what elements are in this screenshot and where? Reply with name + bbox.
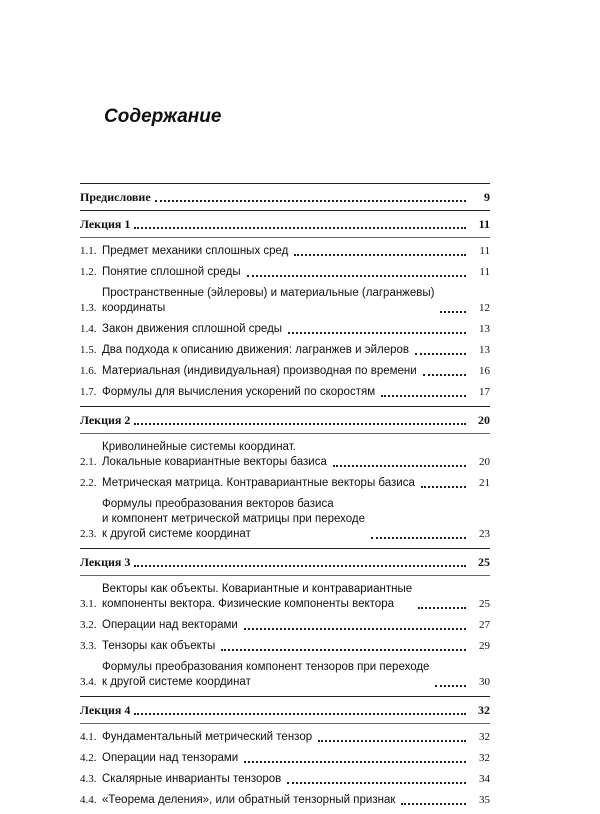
dot-leader — [415, 353, 466, 355]
dot-leader — [435, 685, 466, 687]
lecture-label: Лекция 1 — [80, 217, 131, 231]
entry-number: 2.1. — [80, 456, 97, 468]
entry-number: 2.2. — [80, 477, 97, 489]
toc-entry — [80, 265, 490, 280]
dot-leader — [421, 486, 466, 488]
toc-entry — [80, 322, 490, 337]
toc-entry — [80, 343, 490, 358]
entry-number: 1.3. — [80, 302, 97, 314]
entry-page: 17 — [479, 386, 490, 398]
entry-page: 30 — [479, 676, 490, 688]
toc-lecture-heading — [80, 413, 490, 428]
toc-entry — [80, 497, 490, 542]
toc-entry — [80, 618, 490, 633]
entry-label: Формулы для вычисления ускорений по скоростям — [102, 386, 376, 398]
divider — [80, 406, 490, 407]
entry-page: 23 — [479, 528, 490, 540]
entry-number: 4.1. — [80, 731, 97, 743]
toc-preface-label: Предисловие — [80, 190, 151, 204]
entry-number: 1.7. — [80, 386, 97, 398]
dot-leader — [247, 275, 466, 277]
dot-leader — [244, 761, 466, 763]
entry-page: 11 — [479, 245, 490, 257]
toc-preface — [80, 190, 490, 205]
entry-label: Векторы как объекты. Ковариантные и контравариантные компоненты вектора. Физические компоненты вектора — [102, 583, 413, 610]
dot-leader — [440, 311, 466, 313]
dot-leader — [401, 803, 466, 805]
entry-page: 32 — [479, 731, 490, 743]
entry-page: 13 — [479, 344, 490, 356]
divider — [80, 210, 490, 211]
toc-entry — [80, 385, 490, 400]
entry-page: 34 — [479, 773, 490, 785]
toc-lecture-heading — [80, 217, 490, 232]
entry-number: 4.2. — [80, 752, 97, 764]
toc-entry — [80, 364, 490, 379]
entry-page: 12 — [479, 302, 490, 314]
entry-label: Криволинейные системы координат. Локальные ковариантные векторы базиса — [102, 441, 327, 468]
toc-entry — [80, 244, 490, 259]
dot-leader — [155, 200, 466, 202]
toc-entry — [80, 476, 490, 491]
entry-page: 29 — [479, 640, 490, 652]
entry-label: Тензоры как объекты — [102, 640, 216, 652]
entry-number: 3.2. — [80, 619, 97, 631]
lecture-label: Лекция 3 — [80, 555, 131, 569]
entry-number: 1.5. — [80, 344, 97, 356]
entry-label: Материальная (индивидуальная) производная по времени — [102, 365, 417, 377]
dot-leader — [287, 782, 466, 784]
toc-lecture-heading — [80, 703, 490, 718]
table-of-contents — [80, 178, 490, 814]
divider — [80, 548, 490, 549]
entry-number: 1.2. — [80, 266, 97, 278]
page-title: Содержание — [104, 106, 222, 127]
dot-leader — [418, 607, 466, 609]
toc-entry — [80, 440, 490, 470]
dot-leader — [244, 628, 466, 630]
entry-label: Понятие сплошной среды — [102, 266, 241, 278]
entry-page: 35 — [479, 794, 490, 806]
entry-label: Фундаментальный метрический тензор — [102, 731, 313, 743]
toc-entry — [80, 772, 490, 787]
entry-page: 20 — [479, 456, 490, 468]
entry-label: Пространственные (эйлеровы) и материальные (лагранжевы) координаты — [102, 287, 435, 314]
lecture-page: 20 — [478, 413, 490, 427]
entry-label: Операции над тензорами — [102, 752, 239, 764]
entry-label: Два подхода к описанию движения: лагранжев и эйлеров — [102, 344, 409, 356]
entry-number: 1.4. — [80, 323, 97, 335]
entry-label: Метрическая матрица. Контравариантные векторы базиса — [102, 477, 415, 489]
entry-page: 25 — [479, 598, 490, 610]
dot-leader — [333, 465, 466, 467]
lecture-label: Лекция 4 — [80, 703, 131, 717]
entry-page: 11 — [479, 266, 490, 278]
toc-entry — [80, 639, 490, 654]
entry-label: Формулы преобразования компонент тензоров при переходе к другой системе координат — [102, 661, 430, 688]
entry-label: Закон движения сплошной среды — [102, 323, 283, 335]
entry-page: 27 — [479, 619, 490, 631]
dot-leader — [134, 713, 466, 715]
entry-page: 13 — [479, 323, 490, 335]
toc-entry — [80, 582, 490, 612]
entry-page: 21 — [479, 477, 490, 489]
dot-leader — [371, 537, 466, 539]
lecture-page: 32 — [478, 703, 490, 717]
entry-page: 32 — [479, 752, 490, 764]
toc-entry — [80, 660, 490, 690]
entry-number: 2.3. — [80, 528, 97, 540]
toc-entry — [80, 751, 490, 766]
toc-entry — [80, 793, 490, 808]
dot-leader — [134, 423, 466, 425]
lectures-list — [80, 210, 490, 808]
entry-number: 3.1. — [80, 598, 97, 610]
entry-number: 4.4. — [80, 794, 97, 806]
entry-label: Предмет механики сплошных сред — [102, 245, 289, 257]
lecture-page: 25 — [478, 555, 490, 569]
dot-leader — [221, 649, 466, 651]
divider — [80, 723, 490, 724]
entry-number: 1.1. — [80, 245, 97, 257]
dot-leader — [134, 565, 466, 567]
lecture-label: Лекция 2 — [80, 413, 131, 427]
entry-number: 4.3. — [80, 773, 97, 785]
divider — [80, 237, 490, 238]
entry-label: Операции над векторами — [102, 619, 238, 631]
toc-entry — [80, 286, 490, 316]
dot-leader — [318, 740, 466, 742]
entry-label: Скалярные инварианты тензоров — [102, 773, 282, 785]
divider — [80, 433, 490, 434]
entry-page: 16 — [479, 365, 490, 377]
dot-leader — [294, 254, 466, 256]
dot-leader — [288, 332, 466, 334]
dot-leader — [134, 227, 466, 229]
divider — [80, 183, 490, 184]
divider — [80, 575, 490, 576]
lecture-page: 11 — [478, 217, 490, 231]
toc-lecture-heading — [80, 555, 490, 570]
entry-label: «Теорема деления», или обратный тензорный признак — [102, 794, 396, 806]
entry-number: 1.6. — [80, 365, 97, 377]
dot-leader — [423, 374, 466, 376]
divider — [80, 696, 490, 697]
entry-number: 3.3. — [80, 640, 97, 652]
entry-label: Формулы преобразования векторов базиса и компонент метрической матрицы при переходе к другой системе координат — [102, 498, 366, 540]
toc-entry — [80, 730, 490, 745]
entry-number: 3.4. — [80, 676, 97, 688]
toc-preface-page: 9 — [484, 190, 490, 204]
dot-leader — [381, 395, 466, 397]
